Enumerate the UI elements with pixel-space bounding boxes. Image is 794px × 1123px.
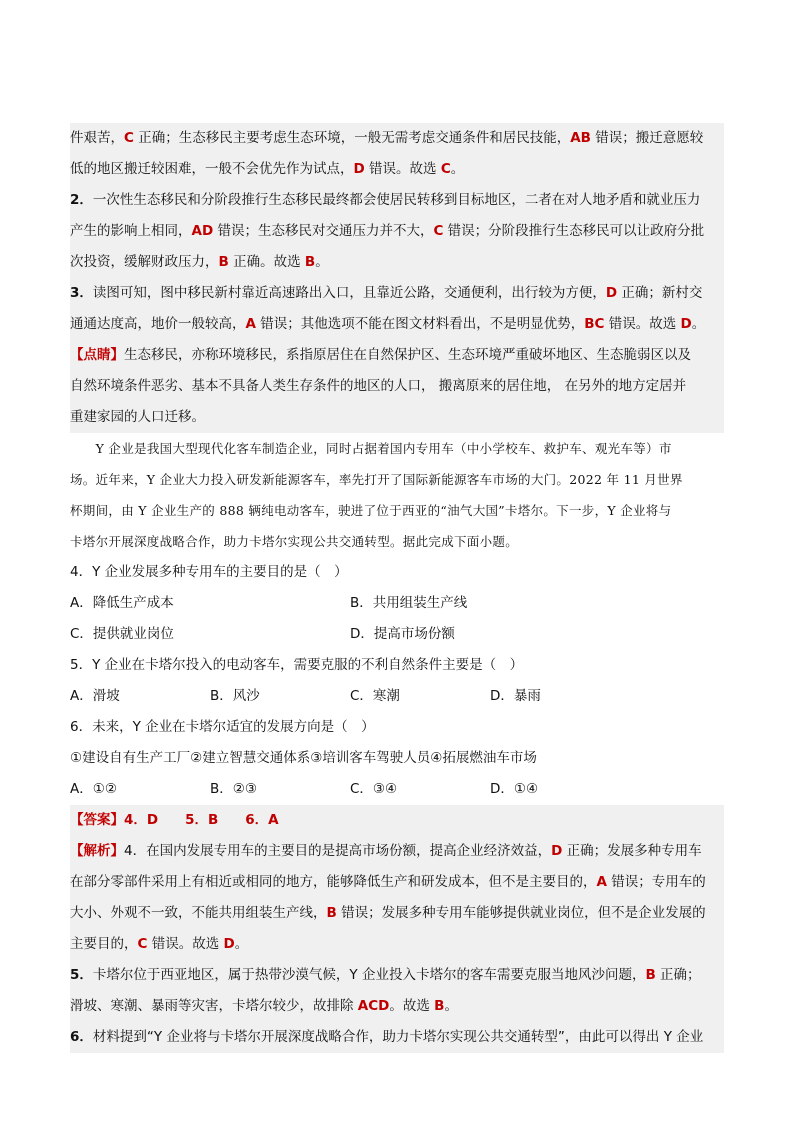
option-a: A．滑坡	[70, 688, 120, 704]
answer-line: 【答案】4．D 5．B 6．A	[70, 812, 279, 828]
explanation-block-1	[70, 123, 724, 185]
text-line: 主要目的，C 错误。故选 D。	[70, 936, 249, 952]
text-line: 重建家园的人口迁移。	[70, 409, 205, 425]
analysis-block	[70, 836, 724, 1053]
text-line: 滑坡、寒潮、暴雨等灾害，卡塔尔较少，故排除 ACD。故选 B。	[70, 998, 458, 1014]
text-line: 6．材料提到“Y 企业将与卡塔尔开展深度战略合作，助力卡塔尔实现公共交通转型”，由此可以得出 Y 企业	[70, 1029, 704, 1045]
text-line: 【解析】4．在国内发展专用车的主要目的是提高市场份额，提高企业经济效益，D 正确；发展多种专用车	[70, 843, 702, 859]
options-row	[70, 681, 724, 712]
options-row	[70, 588, 724, 619]
explanation-block-2	[70, 185, 724, 278]
text-line: 大小、外观不一致，不能共用组装生产线，B 错误；发展多种专用车能够提供就业岗位，但不是企业发展的	[70, 905, 706, 921]
question-stem: 6．未来，Y 企业在卡塔尔适宜的发展方向是（ ）	[70, 719, 375, 735]
option-b: B．②③	[210, 781, 257, 797]
options-row	[70, 774, 724, 805]
question-5	[70, 650, 724, 712]
explanation-block-3	[70, 278, 724, 340]
option-d: D．提高市场份额	[350, 626, 455, 642]
text-line: 2．一次性生态移民和分阶段推行生态移民最终都会使居民转移到目标地区，二者在对人地矛盾和就业压力	[70, 192, 701, 208]
question-6	[70, 712, 724, 805]
answer-block	[70, 805, 724, 836]
passage-line: Y 企业是我国大型现代化客车制造企业，同时占据着国内专用车（中小学校车、救护车、观光车等）市	[70, 441, 672, 456]
text-line: 3．读图可知，图中移民新村靠近高速路出入口，且靠近公路，交通便利，出行较为方便，D 正确；新村交	[70, 285, 703, 301]
reading-passage	[70, 433, 724, 557]
option-a: A．①②	[70, 781, 117, 797]
passage-line: 杯期间，由 Y 企业生产的 888 辆纯电动客车，驶进了位于西亚的“油气大国”卡塔尔。下一步，Y 企业将与	[70, 503, 672, 518]
options-row	[70, 619, 724, 650]
question-items: ①建设自有生产工厂②建立智慧交通体系③培训客车驾驶人员④拓展燃油车市场	[70, 750, 537, 766]
text-line: 自然环境条件恶劣、基本不具备人类生存条件的地区的人口， 搬离原来的居住地， 在另外的地方定居并	[70, 378, 687, 394]
text-line: 次投资，缓解财政压力，B 正确。故选 B。	[70, 254, 329, 270]
text-line: 产生的影响上相同，AD 错误；生态移民对交通压力并不大，C 错误；分阶段推行生态移民可以让政府分批	[70, 223, 705, 239]
page-content	[70, 123, 724, 1053]
option-d: D．暴雨	[490, 688, 541, 704]
option-c: C．③④	[350, 781, 398, 797]
passage-line: 卡塔尔开展深度战略合作，助力卡塔尔实现公共交通转型。据此完成下面小题。	[70, 534, 519, 549]
dianjing-block	[70, 340, 724, 433]
text-line: 低的地区搬迁较困难，一般不会优先作为试点，D 错误。故选 C。	[70, 161, 465, 177]
question-stem: 4．Y 企业发展多种专用车的主要目的是（ ）	[70, 564, 348, 580]
option-d: D．①④	[490, 781, 539, 797]
text-line: 在部分零部件采用上有相近或相同的地方，能够降低生产和研发成本，但不是主要目的，A 错误；专用车的	[70, 874, 706, 890]
text-line: 通通达度高，地价一般较高，A 错误；其他选项不能在图文材料看出，不是明显优势，BC 错误。故选 D。	[70, 316, 706, 332]
text-line: 5．卡塔尔位于西亚地区，属于热带沙漠气候，Y 企业投入卡塔尔的客车需要克服当地风沙问题，B 正确；	[70, 967, 701, 983]
passage-line: 场。近年来，Y 企业大力投入研发新能源客车，率先打开了国际新能源客车市场的大门。2022 年 11 月世界	[70, 472, 683, 487]
option-b: B．共用组装生产线	[350, 595, 468, 611]
option-b: B．风沙	[210, 688, 260, 704]
option-c: C．寒潮	[350, 688, 400, 704]
text-line: 【点睛】生态移民，亦称环境移民，系指原居住在自然保护区、生态环境严重破坏地区、生态脆弱区以及	[70, 347, 691, 363]
text-line: 件艰苦，C 正确；生态移民主要考虑生态环境，一般无需考虑交通条件和居民技能，AB 错误；搬迁意愿较	[70, 130, 704, 146]
option-c: C．提供就业岗位	[70, 626, 174, 642]
question-stem: 5．Y 企业在卡塔尔投入的电动客车，需要克服的不利自然条件主要是（ ）	[70, 657, 524, 673]
option-a: A．降低生产成本	[70, 595, 174, 611]
question-4	[70, 557, 724, 650]
